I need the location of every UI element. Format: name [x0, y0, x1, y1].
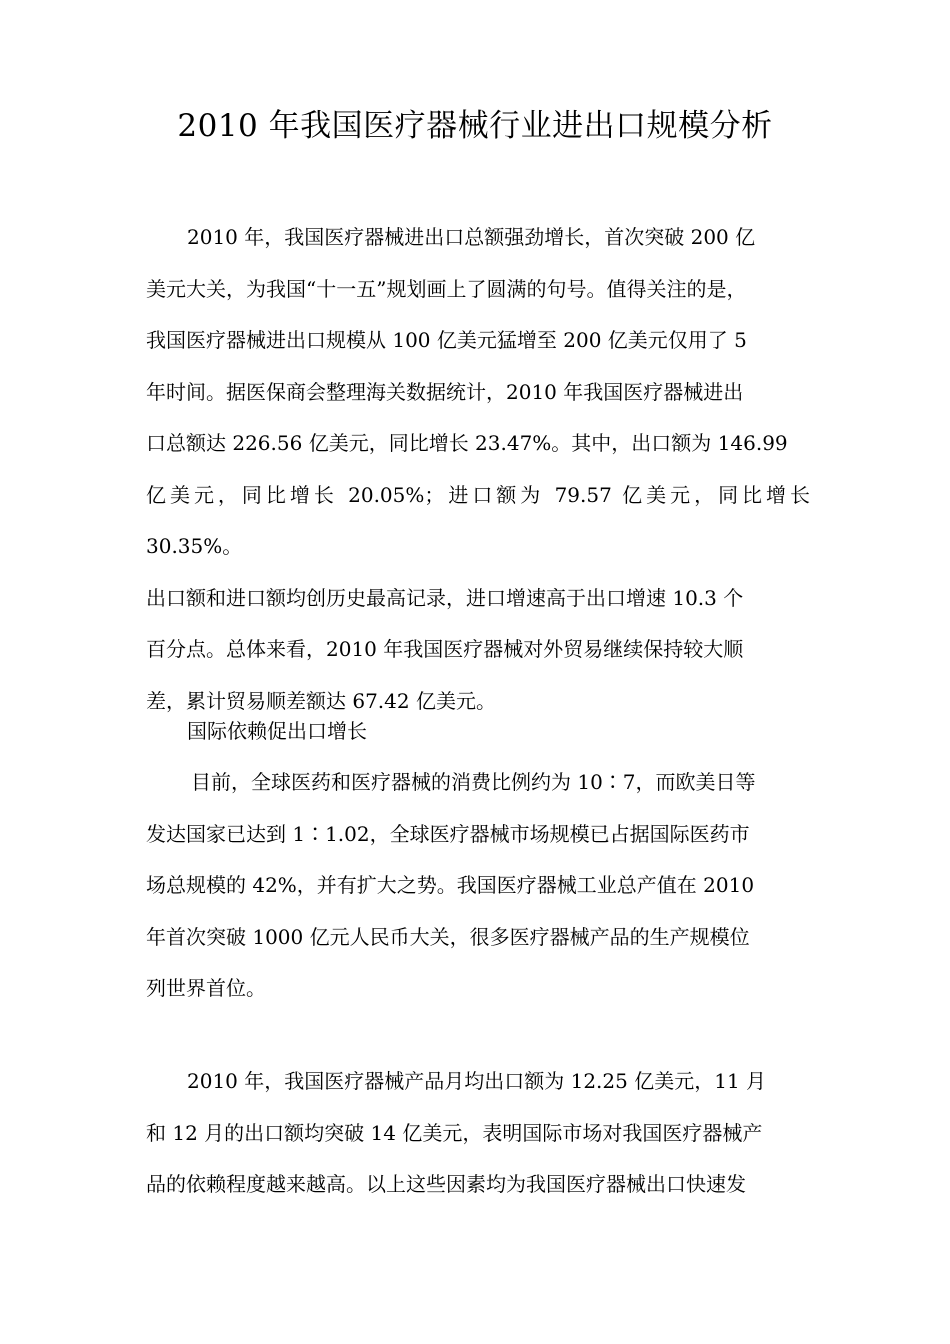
section-heading: 国际依赖促出口增长: [187, 719, 367, 743]
paragraph-global-market: [146, 757, 810, 1015]
text-line: 亿美元，同比增长 20.05%；进口额为 79.57 亿美元，同比增长 30.35%。: [146, 482, 810, 558]
text-line: 百分点。总体来看，2010 年我国医疗器械对外贸易继续保持较大顺: [146, 637, 744, 661]
paragraph-monthly-exports: [146, 1056, 810, 1211]
text-line: 目前，全球医药和医疗器械的消费比例约为 10∶7，而欧美日等: [191, 770, 756, 794]
text-line: 年首次突破 1000 亿元人民币大关，很多医疗器械产品的生产规模位: [146, 924, 750, 949]
text-line: 场总规模的 42%，并有扩大之势。我国医疗器械工业总产值在 2010: [146, 873, 755, 897]
text-line: 品的依赖程度越来越高。以上这些因素均为我国医疗器械出口快速发: [146, 1172, 746, 1196]
paragraph-trade-overview: [146, 212, 810, 727]
text-line: 我国医疗器械进出口规模从 100 亿美元猛增至 200 亿美元仅用了 5: [146, 328, 747, 352]
text-line: 2010 年，我国医疗器械产品月均出口额为 12.25 亿美元，11 月: [187, 1069, 767, 1093]
text-line: 和 12 月的出口额均突破 14 亿美元，表明国际市场对我国医疗器械产: [146, 1120, 763, 1145]
text-line: 2010 年，我国医疗器械进出口总额强劲增长，首次突破 200 亿: [187, 225, 756, 249]
text-line: 发达国家已达到 1∶1.02，全球医疗器械市场规模已占据国际医药市: [146, 821, 750, 846]
text-line: 列世界首位。: [146, 976, 266, 1000]
text-line: 差，累计贸易顺差额达 67.42 亿美元。: [146, 688, 496, 713]
text-line: 出口额和进口额均创历史最高记录，进口增速高于出口增速 10.3 个: [146, 585, 744, 610]
text-line: 年时间。据医保商会整理海关数据统计，2010 年我国医疗器械进出: [146, 379, 744, 404]
text-line: 口总额达 226.56 亿美元，同比增长 23.47%。其中，出口额为 146.99: [146, 431, 788, 455]
text-line: 美元大关，为我国“十一五”规划画上了圆满的句号。值得关注的是，: [146, 276, 747, 301]
document-title: 2010 年我国医疗器械行业进出口规模分析: [177, 108, 773, 144]
